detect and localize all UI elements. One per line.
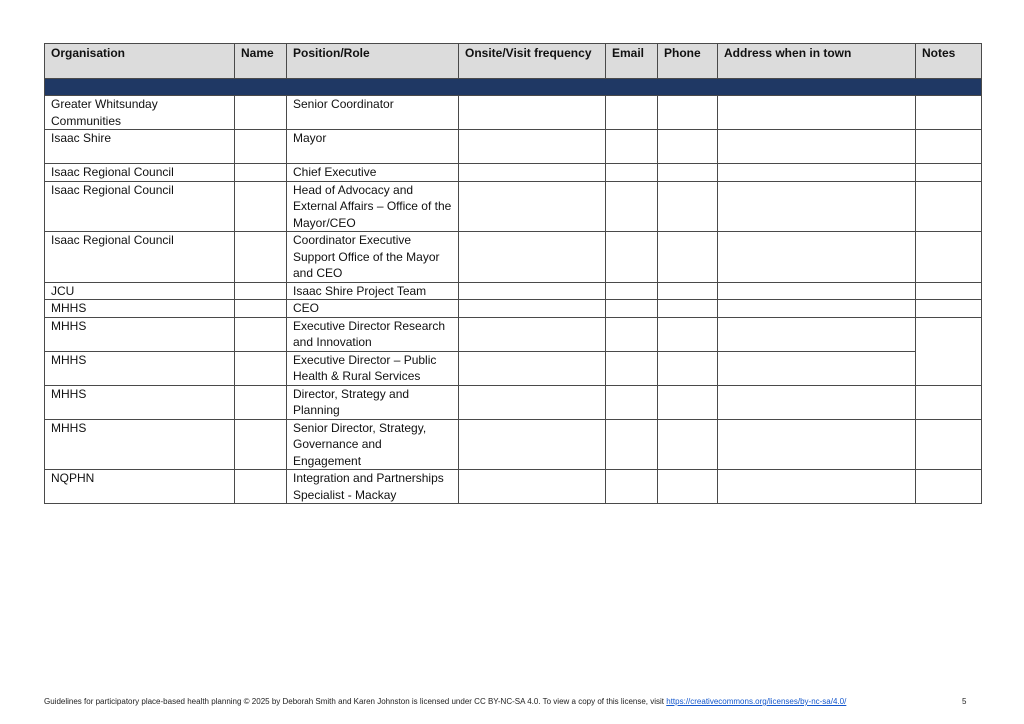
cell-organisation: NQPHN bbox=[45, 470, 235, 504]
cell-organisation: JCU bbox=[45, 282, 235, 300]
table-row bbox=[45, 385, 982, 419]
cell-name bbox=[235, 419, 287, 470]
cell-address bbox=[718, 351, 916, 385]
cell-notes bbox=[916, 317, 982, 385]
cell-email bbox=[606, 385, 658, 419]
cell-address bbox=[718, 419, 916, 470]
cell-email bbox=[606, 96, 658, 130]
cell-name bbox=[235, 385, 287, 419]
cell-frequency bbox=[459, 470, 606, 504]
cell-email bbox=[606, 130, 658, 164]
cell-notes bbox=[916, 419, 982, 470]
header-name: Name bbox=[235, 44, 287, 79]
header-organisation: Organisation bbox=[45, 44, 235, 79]
cell-phone bbox=[658, 130, 718, 164]
cell-position: Coordinator Executive Support Office of the Mayor and CEO bbox=[287, 232, 459, 283]
cell-address bbox=[718, 317, 916, 351]
cell-notes bbox=[916, 130, 982, 164]
table-row bbox=[45, 96, 982, 130]
cell-position: Head of Advocacy and External Affairs – Office of the Mayor/CEO bbox=[287, 181, 459, 232]
cell-organisation: Isaac Shire bbox=[45, 130, 235, 164]
cell-frequency bbox=[459, 300, 606, 318]
cell-organisation: Isaac Regional Council bbox=[45, 232, 235, 283]
cell-notes bbox=[916, 282, 982, 300]
cell-email bbox=[606, 232, 658, 283]
cell-email bbox=[606, 470, 658, 504]
license-footer bbox=[44, 697, 981, 707]
table-row bbox=[45, 164, 982, 182]
cell-email bbox=[606, 317, 658, 351]
cell-name bbox=[235, 232, 287, 283]
cell-email bbox=[606, 164, 658, 182]
cell-position: Integration and Partnerships Specialist - Mackay bbox=[287, 470, 459, 504]
cell-email bbox=[606, 282, 658, 300]
cell-organisation: MHHS bbox=[45, 419, 235, 470]
header-notes: Notes bbox=[916, 44, 982, 79]
cell-position: CEO bbox=[287, 300, 459, 318]
cell-frequency bbox=[459, 181, 606, 232]
page-number: 5 bbox=[962, 697, 967, 706]
cell-organisation: MHHS bbox=[45, 385, 235, 419]
cell-notes bbox=[916, 300, 982, 318]
table-row bbox=[45, 300, 982, 318]
cell-name bbox=[235, 317, 287, 351]
cell-address bbox=[718, 130, 916, 164]
cell-position: Senior Director, Strategy, Governance and Engagement bbox=[287, 419, 459, 470]
cell-position: Executive Director Research and Innovation bbox=[287, 317, 459, 351]
cell-frequency bbox=[459, 419, 606, 470]
cell-organisation: Greater Whitsunday Communities bbox=[45, 96, 235, 130]
cell-email bbox=[606, 181, 658, 232]
cell-organisation: MHHS bbox=[45, 317, 235, 351]
cell-position: Chief Executive bbox=[287, 164, 459, 182]
table-row bbox=[45, 181, 982, 232]
header-address: Address when in town bbox=[718, 44, 916, 79]
cell-name bbox=[235, 300, 287, 318]
cell-position: Isaac Shire Project Team bbox=[287, 282, 459, 300]
cell-address bbox=[718, 96, 916, 130]
cell-name bbox=[235, 164, 287, 182]
cell-address bbox=[718, 470, 916, 504]
cell-address bbox=[718, 164, 916, 182]
cell-position: Executive Director – Public Health & Rural Services bbox=[287, 351, 459, 385]
section-band bbox=[45, 79, 982, 96]
cell-notes bbox=[916, 181, 982, 232]
cell-name bbox=[235, 130, 287, 164]
cell-position: Senior Coordinator bbox=[287, 96, 459, 130]
cell-email bbox=[606, 351, 658, 385]
cell-organisation: MHHS bbox=[45, 300, 235, 318]
cell-notes bbox=[916, 164, 982, 182]
contacts-table bbox=[44, 43, 982, 504]
cell-name bbox=[235, 282, 287, 300]
header-phone: Phone bbox=[658, 44, 718, 79]
cell-frequency bbox=[459, 164, 606, 182]
cell-phone bbox=[658, 419, 718, 470]
section-band-row bbox=[45, 79, 982, 96]
header-frequency: Onsite/Visit frequency bbox=[459, 44, 606, 79]
cell-phone bbox=[658, 385, 718, 419]
header-position: Position/Role bbox=[287, 44, 459, 79]
cell-phone bbox=[658, 470, 718, 504]
cell-email bbox=[606, 419, 658, 470]
table-row bbox=[45, 317, 982, 351]
table-row bbox=[45, 351, 982, 385]
table-row bbox=[45, 419, 982, 470]
cell-phone bbox=[658, 96, 718, 130]
cell-phone bbox=[658, 164, 718, 182]
cell-notes bbox=[916, 96, 982, 130]
cell-phone bbox=[658, 232, 718, 283]
cell-notes bbox=[916, 470, 982, 504]
cell-address bbox=[718, 300, 916, 318]
cell-phone bbox=[658, 282, 718, 300]
table-row bbox=[45, 282, 982, 300]
cell-name bbox=[235, 470, 287, 504]
header-email: Email bbox=[606, 44, 658, 79]
cell-notes bbox=[916, 385, 982, 419]
cell-phone bbox=[658, 181, 718, 232]
header-row bbox=[45, 44, 982, 79]
cell-phone bbox=[658, 351, 718, 385]
cell-phone bbox=[658, 300, 718, 318]
cell-frequency bbox=[459, 317, 606, 351]
cell-name bbox=[235, 181, 287, 232]
license-text: Guidelines for participatory place-based health planning © 2025 by Deborah Smith and Karen Johnston is licensed under CC BY-NC-SA 4.0. To view a copy of this license, visit bbox=[44, 697, 667, 706]
cell-organisation: MHHS bbox=[45, 351, 235, 385]
cell-phone bbox=[658, 317, 718, 351]
cell-frequency bbox=[459, 232, 606, 283]
cell-address bbox=[718, 385, 916, 419]
cell-notes bbox=[916, 232, 982, 283]
cell-position: Mayor bbox=[287, 130, 459, 164]
cell-name bbox=[235, 96, 287, 130]
cell-frequency bbox=[459, 351, 606, 385]
cell-address bbox=[718, 282, 916, 300]
cell-email bbox=[606, 300, 658, 318]
table-row bbox=[45, 232, 982, 283]
table-row bbox=[45, 470, 982, 504]
cell-frequency bbox=[459, 130, 606, 164]
cell-frequency bbox=[459, 282, 606, 300]
cell-organisation: Isaac Regional Council bbox=[45, 181, 235, 232]
cell-frequency bbox=[459, 96, 606, 130]
cell-frequency bbox=[459, 385, 606, 419]
cell-organisation: Isaac Regional Council bbox=[45, 164, 235, 182]
cell-address bbox=[718, 181, 916, 232]
cell-position: Director, Strategy and Planning bbox=[287, 385, 459, 419]
table-row bbox=[45, 130, 982, 164]
cell-address bbox=[718, 232, 916, 283]
cell-name bbox=[235, 351, 287, 385]
license-link[interactable]: https://creativecommons.org/licenses/by-nc-sa/4.0/ bbox=[666, 697, 847, 706]
